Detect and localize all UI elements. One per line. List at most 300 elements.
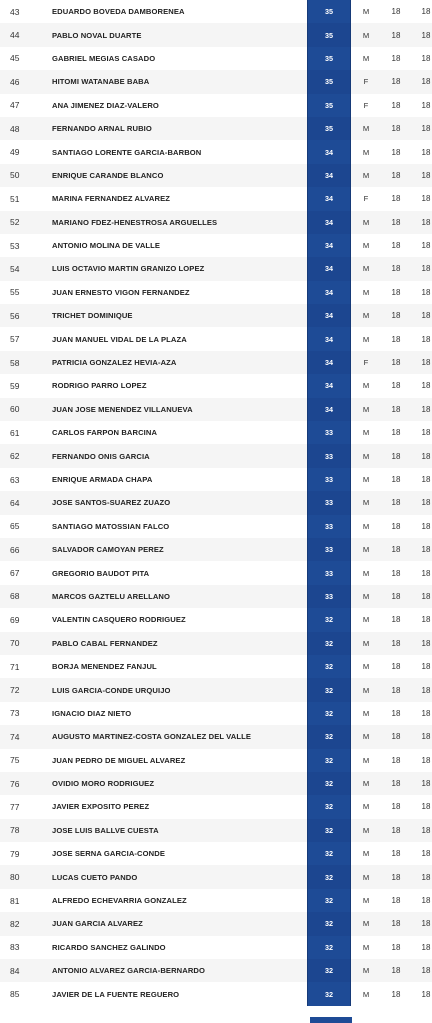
- rank-cell: 84: [0, 959, 52, 982]
- player-name-cell: JUAN ERNESTO VIGON FERNANDEZ: [52, 281, 308, 304]
- rank-cell: 55: [0, 281, 52, 304]
- gender-cell: M: [351, 608, 382, 631]
- score-cell: 33: [308, 538, 351, 561]
- player-name-cell: CARLOS FARPON BARCINA: [52, 421, 308, 444]
- rank-cell: 52: [0, 211, 52, 234]
- rank-cell: 74: [0, 725, 52, 748]
- player-name-cell: LUCAS CUETO PANDO: [52, 865, 308, 888]
- table-row[interactable]: [0, 912, 432, 935]
- rank-cell: 70: [0, 632, 52, 655]
- player-name-cell: BORJA MENENDEZ FANJUL: [52, 655, 308, 678]
- category-cell: 18: [381, 632, 411, 655]
- player-name-cell: SANTIAGO LORENTE GARCIA-BARBON: [52, 140, 308, 163]
- table-row[interactable]: [0, 819, 432, 842]
- table-row[interactable]: [0, 281, 432, 304]
- rank-cell: 61: [0, 421, 52, 444]
- category-cell-2: 18: [411, 117, 432, 140]
- score-cell: 32: [308, 795, 351, 818]
- rank-cell: 51: [0, 187, 52, 210]
- player-name-cell: ANTONIO MOLINA DE VALLE: [52, 234, 308, 257]
- category-cell-2: 18: [411, 819, 432, 842]
- player-name-cell: OVIDIO MORO RODRIGUEZ: [52, 772, 308, 795]
- category-cell-2: 18: [411, 281, 432, 304]
- score-cell: 35: [308, 94, 351, 117]
- category-cell: 18: [381, 281, 411, 304]
- gender-cell: M: [351, 912, 382, 935]
- category-cell: 18: [381, 655, 411, 678]
- gender-cell: M: [351, 23, 382, 46]
- category-cell: 18: [381, 538, 411, 561]
- category-cell-2: 18: [411, 94, 432, 117]
- rank-cell: 78: [0, 819, 52, 842]
- category-cell: 18: [381, 187, 411, 210]
- category-cell-2: 18: [411, 749, 432, 772]
- rank-cell: 69: [0, 608, 52, 631]
- player-name-cell: PABLO CABAL FERNANDEZ: [52, 632, 308, 655]
- gender-cell: M: [351, 304, 382, 327]
- score-cell: 34: [308, 398, 351, 421]
- table-row[interactable]: [0, 117, 432, 140]
- player-name-cell: VALENTIN CASQUERO RODRIGUEZ: [52, 608, 308, 631]
- player-name-cell: JAVIER EXPOSITO PEREZ: [52, 795, 308, 818]
- gender-cell: M: [351, 281, 382, 304]
- score-cell: 32: [308, 819, 351, 842]
- table-row[interactable]: [0, 655, 432, 678]
- score-cell: 32: [308, 936, 351, 959]
- player-name-cell: FERNANDO ARNAL RUBIO: [52, 117, 308, 140]
- rank-cell: 48: [0, 117, 52, 140]
- score-cell: 33: [308, 585, 351, 608]
- gender-cell: F: [351, 70, 382, 93]
- player-name-cell: FERNANDO ONIS GARCIA: [52, 444, 308, 467]
- rank-cell: 46: [0, 70, 52, 93]
- category-cell-2: 18: [411, 491, 432, 514]
- category-cell: 18: [381, 936, 411, 959]
- gender-cell: M: [351, 117, 382, 140]
- gender-cell: M: [351, 0, 382, 23]
- category-cell: 18: [381, 772, 411, 795]
- player-name-cell: HITOMI WATANABE BABA: [52, 70, 308, 93]
- player-name-cell: IGNACIO DIAZ NIETO: [52, 702, 308, 725]
- score-cell: 34: [308, 140, 351, 163]
- table-row[interactable]: [0, 538, 432, 561]
- rank-cell: 66: [0, 538, 52, 561]
- category-cell: 18: [381, 304, 411, 327]
- gender-cell: M: [351, 795, 382, 818]
- table-row[interactable]: [0, 982, 432, 1005]
- player-name-cell: AUGUSTO MARTINEZ-COSTA GONZALEZ DEL VALLE: [52, 725, 308, 748]
- player-name-cell: PABLO NOVAL DUARTE: [52, 23, 308, 46]
- rank-cell: 50: [0, 164, 52, 187]
- rank-cell: 47: [0, 94, 52, 117]
- table-row[interactable]: [0, 421, 432, 444]
- category-cell-2: 18: [411, 70, 432, 93]
- player-name-cell: RICARDO SANCHEZ GALINDO: [52, 936, 308, 959]
- category-cell-2: 18: [411, 47, 432, 70]
- score-cell: 33: [308, 561, 351, 584]
- rank-cell: 45: [0, 47, 52, 70]
- player-name-cell: JUAN GARCIA ALVAREZ: [52, 912, 308, 935]
- table-row[interactable]: [0, 865, 432, 888]
- table-row[interactable]: [0, 187, 432, 210]
- rank-cell: 54: [0, 257, 52, 280]
- category-cell: 18: [381, 234, 411, 257]
- rank-cell: 64: [0, 491, 52, 514]
- player-name-cell: JUAN JOSE MENENDEZ VILLANUEVA: [52, 398, 308, 421]
- gender-cell: M: [351, 725, 382, 748]
- player-name-cell: MARINA FERNANDEZ ALVAREZ: [52, 187, 308, 210]
- table-row[interactable]: [0, 304, 432, 327]
- table-row[interactable]: [0, 140, 432, 163]
- gender-cell: M: [351, 959, 382, 982]
- player-name-cell: TRICHET DOMINIQUE: [52, 304, 308, 327]
- category-cell-2: 18: [411, 725, 432, 748]
- score-cell: 34: [308, 187, 351, 210]
- player-name-cell: JAVIER DE LA FUENTE REGUERO: [52, 982, 308, 1005]
- gender-cell: M: [351, 374, 382, 397]
- category-cell: 18: [381, 468, 411, 491]
- score-cell: 32: [308, 702, 351, 725]
- gender-cell: M: [351, 889, 382, 912]
- category-cell: 18: [381, 164, 411, 187]
- score-cell: 34: [308, 351, 351, 374]
- score-cell: 33: [308, 468, 351, 491]
- gender-cell: M: [351, 327, 382, 350]
- rank-cell: 58: [0, 351, 52, 374]
- player-name-cell: JOSE LUIS BALLVE CUESTA: [52, 819, 308, 842]
- category-cell: 18: [381, 678, 411, 701]
- category-cell-2: 18: [411, 959, 432, 982]
- table-row[interactable]: [0, 678, 432, 701]
- category-cell-2: 18: [411, 140, 432, 163]
- gender-cell: M: [351, 632, 382, 655]
- category-cell: 18: [381, 889, 411, 912]
- category-cell: 18: [381, 94, 411, 117]
- table-row[interactable]: [0, 47, 432, 70]
- table-row[interactable]: [0, 0, 432, 23]
- category-cell-2: 18: [411, 234, 432, 257]
- gender-cell: M: [351, 211, 382, 234]
- table-row[interactable]: [0, 561, 432, 584]
- category-cell-2: 18: [411, 585, 432, 608]
- gender-cell: M: [351, 702, 382, 725]
- score-cell: 32: [308, 608, 351, 631]
- gender-cell: M: [351, 819, 382, 842]
- player-name-cell: SALVADOR CAMOYAN PEREZ: [52, 538, 308, 561]
- score-cell: 32: [308, 865, 351, 888]
- score-cell: 34: [308, 374, 351, 397]
- table-row[interactable]: [0, 23, 432, 46]
- category-cell: 18: [381, 327, 411, 350]
- category-cell-2: 18: [411, 936, 432, 959]
- score-cell: 32: [308, 889, 351, 912]
- score-cell: 32: [308, 912, 351, 935]
- rank-cell: 71: [0, 655, 52, 678]
- table-row[interactable]: [0, 351, 432, 374]
- rank-cell: 81: [0, 889, 52, 912]
- category-cell: 18: [381, 117, 411, 140]
- rank-cell: 72: [0, 678, 52, 701]
- table-row[interactable]: [0, 959, 432, 982]
- category-cell-2: 18: [411, 327, 432, 350]
- rank-cell: 67: [0, 561, 52, 584]
- category-cell-2: 18: [411, 678, 432, 701]
- score-cell: 35: [308, 117, 351, 140]
- score-cell: 34: [308, 211, 351, 234]
- score-cell: 32: [308, 655, 351, 678]
- gender-cell: M: [351, 842, 382, 865]
- category-cell-2: 18: [411, 515, 432, 538]
- category-cell: 18: [381, 819, 411, 842]
- category-cell: 18: [381, 702, 411, 725]
- gender-cell: F: [351, 351, 382, 374]
- category-cell: 18: [381, 842, 411, 865]
- rank-cell: 77: [0, 795, 52, 818]
- category-cell-2: 18: [411, 23, 432, 46]
- score-cell: 35: [308, 0, 351, 23]
- category-cell-2: 18: [411, 795, 432, 818]
- table-row[interactable]: [0, 936, 432, 959]
- rank-cell: 82: [0, 912, 52, 935]
- score-cell: 32: [308, 959, 351, 982]
- score-cell: 32: [308, 749, 351, 772]
- rank-cell: 43: [0, 0, 52, 23]
- player-name-cell: PATRICIA GONZALEZ HEVIA-AZA: [52, 351, 308, 374]
- score-cell: 32: [308, 632, 351, 655]
- score-column-tail: [310, 1017, 352, 1023]
- category-cell-2: 18: [411, 865, 432, 888]
- rank-cell: 73: [0, 702, 52, 725]
- rank-cell: 53: [0, 234, 52, 257]
- category-cell: 18: [381, 725, 411, 748]
- player-name-cell: ENRIQUE ARMADA CHAPA: [52, 468, 308, 491]
- player-name-cell: ANA JIMENEZ DIAZ-VALERO: [52, 94, 308, 117]
- category-cell-2: 18: [411, 164, 432, 187]
- category-cell: 18: [381, 351, 411, 374]
- category-cell: 18: [381, 211, 411, 234]
- category-cell: 18: [381, 0, 411, 23]
- score-cell: 34: [308, 304, 351, 327]
- category-cell: 18: [381, 47, 411, 70]
- player-name-cell: ENRIQUE CARANDE BLANCO: [52, 164, 308, 187]
- table-row[interactable]: [0, 632, 432, 655]
- gender-cell: M: [351, 982, 382, 1005]
- category-cell-2: 18: [411, 398, 432, 421]
- table-row[interactable]: [0, 398, 432, 421]
- rank-cell: 44: [0, 23, 52, 46]
- category-cell-2: 18: [411, 912, 432, 935]
- category-cell: 18: [381, 257, 411, 280]
- category-cell: 18: [381, 865, 411, 888]
- table-row[interactable]: [0, 164, 432, 187]
- gender-cell: M: [351, 421, 382, 444]
- table-row[interactable]: [0, 257, 432, 280]
- table-row[interactable]: [0, 725, 432, 748]
- category-cell-2: 18: [411, 982, 432, 1005]
- rank-cell: 63: [0, 468, 52, 491]
- category-cell-2: 18: [411, 608, 432, 631]
- score-cell: 33: [308, 515, 351, 538]
- player-name-cell: JUAN MANUEL VIDAL DE LA PLAZA: [52, 327, 308, 350]
- player-name-cell: RODRIGO PARRO LOPEZ: [52, 374, 308, 397]
- category-cell: 18: [381, 959, 411, 982]
- category-cell-2: 18: [411, 444, 432, 467]
- gender-cell: M: [351, 140, 382, 163]
- player-name-cell: EDUARDO BOVEDA DAMBORENEA: [52, 0, 308, 23]
- rank-cell: 56: [0, 304, 52, 327]
- score-cell: 33: [308, 491, 351, 514]
- gender-cell: M: [351, 468, 382, 491]
- category-cell: 18: [381, 421, 411, 444]
- rank-cell: 75: [0, 749, 52, 772]
- category-cell: 18: [381, 515, 411, 538]
- score-cell: 34: [308, 234, 351, 257]
- gender-cell: M: [351, 585, 382, 608]
- score-cell: 33: [308, 444, 351, 467]
- player-name-cell: MARIANO FDEZ-HENESTROSA ARGUELLES: [52, 211, 308, 234]
- player-name-cell: ALFREDO ECHEVARRIA GONZALEZ: [52, 889, 308, 912]
- score-cell: 32: [308, 678, 351, 701]
- table-row[interactable]: [0, 749, 432, 772]
- table-row[interactable]: [0, 94, 432, 117]
- gender-cell: M: [351, 655, 382, 678]
- category-cell-2: 18: [411, 257, 432, 280]
- player-name-cell: LUIS OCTAVIO MARTIN GRANIZO LOPEZ: [52, 257, 308, 280]
- player-name-cell: JOSE SANTOS-SUAREZ ZUAZO: [52, 491, 308, 514]
- gender-cell: M: [351, 865, 382, 888]
- category-cell: 18: [381, 561, 411, 584]
- gender-cell: M: [351, 538, 382, 561]
- rank-cell: 68: [0, 585, 52, 608]
- category-cell: 18: [381, 608, 411, 631]
- category-cell: 18: [381, 795, 411, 818]
- category-cell: 18: [381, 398, 411, 421]
- category-cell-2: 18: [411, 842, 432, 865]
- score-cell: 33: [308, 421, 351, 444]
- score-cell: 35: [308, 47, 351, 70]
- gender-cell: M: [351, 678, 382, 701]
- score-cell: 32: [308, 842, 351, 865]
- gender-cell: F: [351, 187, 382, 210]
- gender-cell: M: [351, 936, 382, 959]
- category-cell-2: 18: [411, 351, 432, 374]
- category-cell: 18: [381, 912, 411, 935]
- player-name-cell: ANTONIO ALVAREZ GARCIA-BERNARDO: [52, 959, 308, 982]
- player-name-cell: LUIS GARCIA-CONDE URQUIJO: [52, 678, 308, 701]
- category-cell: 18: [381, 749, 411, 772]
- category-cell: 18: [381, 140, 411, 163]
- gender-cell: M: [351, 47, 382, 70]
- table-row[interactable]: [0, 468, 432, 491]
- category-cell: 18: [381, 982, 411, 1005]
- rank-cell: 65: [0, 515, 52, 538]
- category-cell-2: 18: [411, 655, 432, 678]
- category-cell-2: 18: [411, 421, 432, 444]
- table-row[interactable]: [0, 515, 432, 538]
- category-cell: 18: [381, 444, 411, 467]
- rank-cell: 79: [0, 842, 52, 865]
- table-row[interactable]: [0, 889, 432, 912]
- score-cell: 35: [308, 70, 351, 93]
- rank-cell: 62: [0, 444, 52, 467]
- category-cell: 18: [381, 23, 411, 46]
- category-cell-2: 18: [411, 632, 432, 655]
- category-cell-2: 18: [411, 187, 432, 210]
- gender-cell: M: [351, 491, 382, 514]
- gender-cell: M: [351, 164, 382, 187]
- category-cell-2: 18: [411, 0, 432, 23]
- category-cell-2: 18: [411, 561, 432, 584]
- player-name-cell: GABRIEL MEGIAS CASADO: [52, 47, 308, 70]
- category-cell-2: 18: [411, 538, 432, 561]
- rank-cell: 57: [0, 327, 52, 350]
- category-cell: 18: [381, 585, 411, 608]
- category-cell-2: 18: [411, 374, 432, 397]
- category-cell-2: 18: [411, 468, 432, 491]
- rank-cell: 59: [0, 374, 52, 397]
- score-cell: 34: [308, 257, 351, 280]
- gender-cell: M: [351, 444, 382, 467]
- table-row[interactable]: [0, 842, 432, 865]
- score-cell: 35: [308, 23, 351, 46]
- gender-cell: M: [351, 749, 382, 772]
- category-cell-2: 18: [411, 702, 432, 725]
- player-name-cell: SANTIAGO MATOSSIAN FALCO: [52, 515, 308, 538]
- category-cell-2: 18: [411, 889, 432, 912]
- rank-cell: 76: [0, 772, 52, 795]
- table-row[interactable]: [0, 374, 432, 397]
- score-cell: 34: [308, 281, 351, 304]
- gender-cell: F: [351, 94, 382, 117]
- gender-cell: M: [351, 772, 382, 795]
- table-row[interactable]: [0, 585, 432, 608]
- gender-cell: M: [351, 515, 382, 538]
- gender-cell: M: [351, 257, 382, 280]
- table-row[interactable]: [0, 327, 432, 350]
- score-cell: 34: [308, 164, 351, 187]
- score-cell: 32: [308, 772, 351, 795]
- rank-cell: 49: [0, 140, 52, 163]
- category-cell: 18: [381, 70, 411, 93]
- table-row[interactable]: [0, 772, 432, 795]
- table-row[interactable]: [0, 234, 432, 257]
- rank-cell: 85: [0, 982, 52, 1005]
- table-row[interactable]: [0, 795, 432, 818]
- table-row[interactable]: [0, 70, 432, 93]
- table-row[interactable]: [0, 702, 432, 725]
- score-cell: 34: [308, 327, 351, 350]
- table-row[interactable]: [0, 608, 432, 631]
- gender-cell: M: [351, 234, 382, 257]
- score-cell: 32: [308, 982, 351, 1005]
- player-name-cell: JUAN PEDRO DE MIGUEL ALVAREZ: [52, 749, 308, 772]
- rank-cell: 83: [0, 936, 52, 959]
- category-cell-2: 18: [411, 304, 432, 327]
- player-name-cell: JOSE SERNA GARCIA-CONDE: [52, 842, 308, 865]
- rank-cell: 80: [0, 865, 52, 888]
- table-row[interactable]: [0, 491, 432, 514]
- table-row[interactable]: [0, 444, 432, 467]
- player-name-cell: MARCOS GAZTELU ARELLANO: [52, 585, 308, 608]
- category-cell: 18: [381, 374, 411, 397]
- gender-cell: M: [351, 561, 382, 584]
- rank-cell: 60: [0, 398, 52, 421]
- table-row[interactable]: [0, 211, 432, 234]
- player-name-cell: GREGORIO BAUDOT PITA: [52, 561, 308, 584]
- score-cell: 32: [308, 725, 351, 748]
- category-cell: 18: [381, 491, 411, 514]
- category-cell-2: 18: [411, 211, 432, 234]
